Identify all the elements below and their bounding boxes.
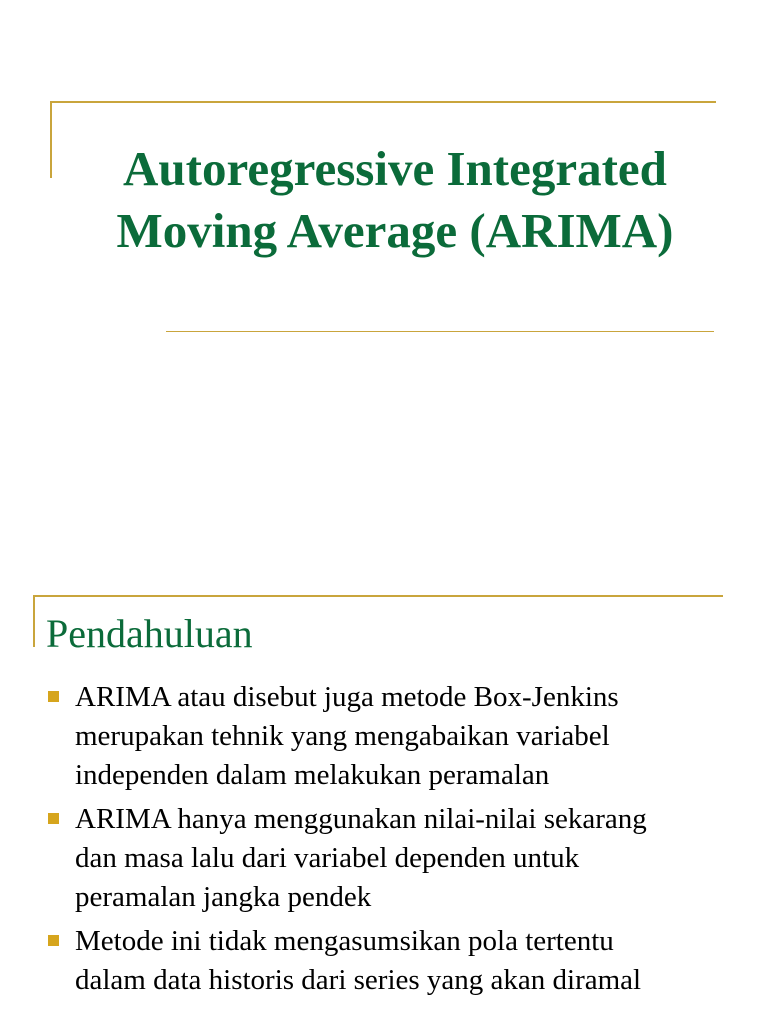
content-slide-top-rule [33, 595, 723, 597]
list-item [46, 922, 726, 1000]
bullet-line: ARIMA hanya menggunakan nilai-nilai sekarang [75, 803, 647, 835]
bullet-line: merupakan tehnik yang mengabaikan variabel [75, 720, 610, 752]
square-bullet-icon [48, 691, 59, 702]
bullet-line: independen dalam melakukan peramalan [75, 759, 550, 791]
content-slide-left-rule [33, 595, 35, 647]
slide-title-line-2: Moving Average (ARIMA) [116, 203, 674, 258]
title-slide-left-rule [50, 101, 52, 178]
bullet-line: dalam data historis dari series yang akan diramal [75, 964, 642, 996]
list-item [46, 678, 726, 795]
slide-title [60, 138, 730, 262]
bullet-line: ARIMA atau disebut juga metode Box-Jenkins [75, 681, 619, 713]
slide-title-line-1: Autoregressive Integrated [123, 141, 667, 196]
section-heading: Pendahuluan [46, 611, 253, 656]
list-item [46, 800, 726, 917]
bullet-line: peramalan jangka pendek [75, 881, 372, 913]
bullet-line: Metode ini tidak mengasumsikan pola tertentu [75, 925, 614, 957]
square-bullet-icon [48, 935, 59, 946]
square-bullet-icon [48, 813, 59, 824]
bullet-line: dan masa lalu dari variabel dependen untuk [75, 842, 580, 874]
bullet-list [46, 678, 726, 1005]
title-slide-bottom-rule [166, 331, 714, 332]
title-slide-top-rule [50, 101, 716, 103]
